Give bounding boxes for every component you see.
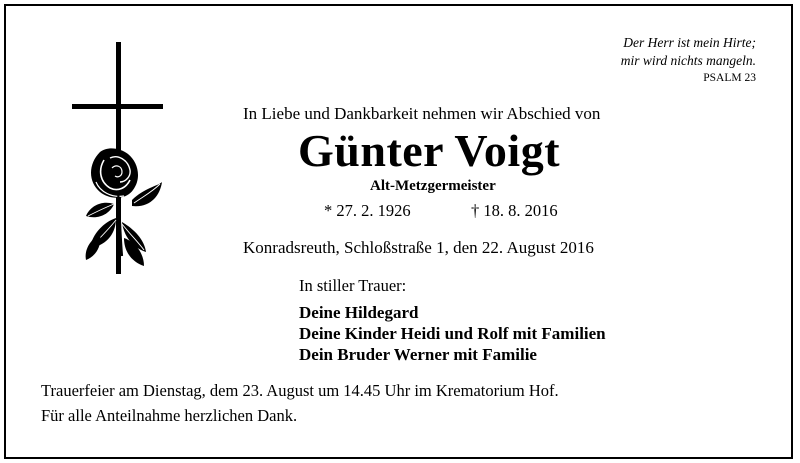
- deceased-name: Günter Voigt: [298, 125, 561, 176]
- psalm-reference: PSALM 23: [703, 72, 756, 84]
- intro-text: In Liebe und Dankbarkeit nehmen wir Abschied von: [243, 104, 601, 123]
- psalm-quote: [621, 34, 756, 86]
- psalm-line-1: Der Herr ist mein Hirte;: [623, 35, 756, 50]
- family-member: Dein Bruder Werner mit Familie: [299, 345, 537, 364]
- deceased-profession: Alt-Metzgermeister: [370, 178, 496, 194]
- psalm-line-2: mir wird nichts mangeln.: [620, 53, 756, 68]
- thanks-text: Für alle Anteilnahme herzlichen Dank.: [41, 406, 298, 425]
- place-and-date: Konradsreuth, Schloßstraße 1, den 22. August 2016: [243, 238, 594, 257]
- family-list: [299, 302, 606, 365]
- family-member: Deine Hildegard: [299, 303, 419, 322]
- funeral-service-info: Trauerfeier am Dienstag, dem 23. August um 14.45 Uhr im Krematorium Hof.: [41, 381, 559, 400]
- mourning-label: In stiller Trauer:: [299, 276, 407, 295]
- family-member: Deine Kinder Heidi und Rolf mit Familien: [299, 324, 606, 343]
- rose-icon: [86, 148, 162, 266]
- birth-date: * 27. 2. 1926: [324, 201, 411, 220]
- death-date: † 18. 8. 2016: [471, 201, 558, 220]
- cross-rose-artwork: [70, 42, 170, 274]
